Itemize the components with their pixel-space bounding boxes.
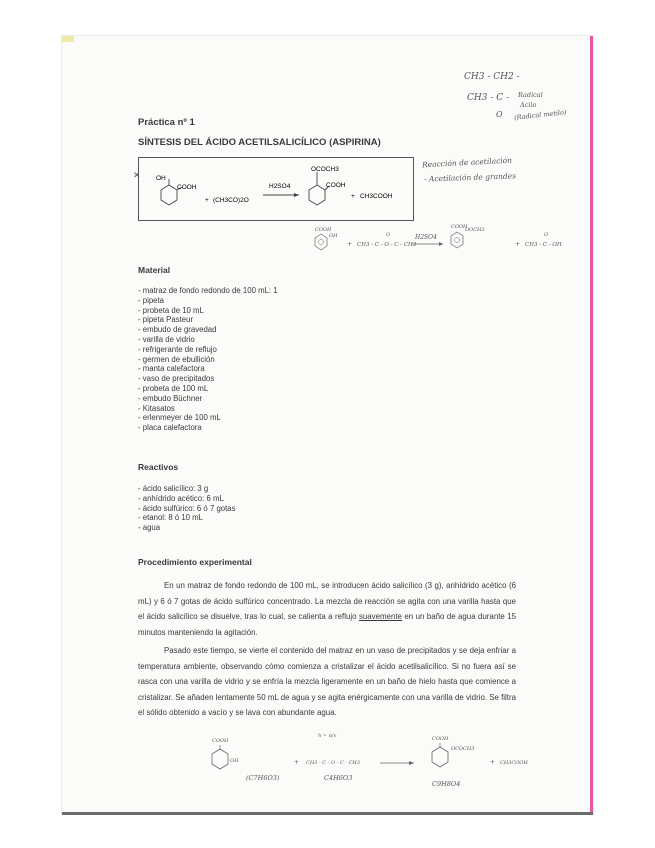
bottom-r1-oh: OH (230, 758, 239, 764)
procedure-p1-text: En un matraz de fondo redondo de 100 mL, se introducen ácido salicílico (3 g), anhídrido acético (6 mL) y 6 ó 7 gotas de ácido sulfúrico concentrado. La mezcla de reacción se agita con una varilla hasta que el ácido salicílico se disuelve, tras lo cual, se calienta a reflujo (138, 581, 516, 621)
reactivos-item: - anhídrido acético: 6 mL (138, 493, 224, 503)
margin-note-o: O (496, 110, 503, 119)
reaction-arrow-head (294, 193, 299, 197)
reactivos-item: - agua (138, 523, 161, 533)
material-item: - vaso de precipitados (138, 374, 215, 384)
procedure-paragraph-1 (138, 578, 516, 640)
material-item: - probeta de 10 mL (138, 305, 204, 315)
bottom-acetic-acid: CH3COOH (500, 760, 528, 766)
bottom-p1-ococh3: OCOCH3 (451, 746, 475, 752)
hw-acetic-acid: CH3 - C - OH (525, 242, 562, 248)
reaction-plus-1: + (205, 197, 209, 204)
margin-note-ch3c: CH3 - C - (467, 93, 510, 103)
reactivos-list (138, 484, 236, 533)
material-item: - refrigerante de reflujo (138, 344, 217, 354)
hw-plus-1: + (347, 241, 353, 248)
reaction-plus-2: + (351, 193, 355, 200)
material-item: - manta calefactora (138, 364, 205, 374)
hw-p1-cooh: COOH (451, 224, 468, 230)
procedimiento-heading: Procedimiento experimental (138, 557, 252, 567)
bottom-p1-cooh: COOH (432, 736, 449, 742)
hw-r1-oh: OH (329, 233, 338, 239)
product1-ococh3-label: OCOCH3 (311, 166, 339, 173)
reaction-equation-box (138, 157, 414, 221)
hw-plus-2: + (515, 241, 521, 248)
bottom-handwritten-reaction (200, 728, 540, 794)
page-bottom-edge (62, 812, 593, 815)
material-item: - embudo Büchner (138, 393, 203, 403)
material-item: - Kitasatos (138, 403, 175, 413)
procedure-p1-underlined: suavemente (358, 612, 402, 621)
reactivos-item: - ácido salicílico: 3 g (138, 484, 209, 493)
page-title: SÍNTESIS DEL ÁCIDO ACETILSALICÍLICO (ASPIRINA) (138, 137, 381, 148)
catalyst-label: H2SO4 (269, 183, 291, 190)
margin-note-acilo: Acilo (520, 101, 537, 109)
bottom-p1-formula: C9H8O4 (432, 780, 461, 788)
bottom-r1-cooh: COOH (212, 738, 229, 744)
product1-cooh-label: COOH (326, 182, 346, 189)
reaction-equation-drawing (139, 158, 413, 220)
box-cross-mark: ✕ (133, 171, 141, 181)
material-item: - embudo de gravedad (138, 325, 217, 335)
margin-note-radical: Radical (518, 91, 543, 99)
practice-label: Práctica nº 1 (138, 117, 195, 128)
aspirin-structure (309, 166, 346, 205)
bottom-arrow-note: h = n/v (318, 733, 337, 739)
bottom-r1-formula: (C7H6O3) (246, 774, 280, 782)
bottom-plus-1: + (294, 759, 300, 766)
hw-r1-cooh: COOH (315, 227, 332, 233)
material-item: - erlenmeyer de 100 mL (138, 413, 221, 423)
procedure-p1-end: en un baño de agua durante 15 minutos manteniendo la agitación. (138, 612, 517, 637)
material-item: - probeta de 100 mL (138, 383, 209, 393)
material-item: - pipeta Pasteur (138, 315, 194, 325)
reactivos-item: - etanol: 8 ó 10 mL (138, 513, 204, 523)
bottom-anhydride: CH3 - C - O - C - CH3 (306, 760, 360, 766)
salicylic-acid-structure (156, 175, 197, 205)
hw-anhydride-o: O (386, 232, 391, 238)
material-item: - matraz de fondo redondo de 100 mL: 1 (138, 286, 278, 295)
reactant1-cooh-label: COOH (177, 184, 197, 191)
reactant1-oh-label: OH (156, 175, 166, 182)
reaction-note-acetilacion: Reacción de acetilación (421, 155, 513, 170)
procedure-paragraph-2 (138, 643, 516, 721)
reactivos-item: - ácido sulfúrico: 6 ó 7 gotas (138, 503, 236, 513)
material-heading: Material (138, 265, 171, 275)
handwritten-reaction (305, 222, 565, 256)
margin-note-radical-metilo: (Radical metilo) (513, 108, 567, 122)
acetic-anhydride-label: (CH3CO)2O (213, 197, 249, 204)
material-item: - pipeta (138, 295, 165, 305)
bottom-plus-2: + (490, 759, 496, 766)
hw-p1-ococh3: OOCH3 (465, 227, 485, 233)
hw-catalyst: H2SO4 (415, 234, 437, 241)
acetic-acid-label: CH3COOH (360, 193, 393, 200)
margin-note-ch3ch2: CH3 - CH2 - (464, 72, 520, 82)
bottom-anhydride-formula: C4H6O3 (324, 774, 353, 782)
material-list (138, 286, 278, 433)
material-item: - germen de ebullición (138, 354, 215, 364)
reactivos-heading: Reactivos (138, 462, 179, 472)
reaction-note-grandes: - Acetilación de grandes (423, 171, 517, 184)
hw-anhydride: CH3 - C - O - C - CH3 (357, 242, 417, 248)
hw-acetic-acid-o: O (544, 232, 549, 238)
procedure-p2-text: Pasado este tiempo, se vierte el contenido del matraz en un vaso de precipitados y se deja enfriar a temperatura ambiente, observando cómo comienza a cristalizar el ácido acetilsalicílico. Si no fuera así se rasca con una varilla de vidrio y se enfría la mezcla ligeramente en un baño de hielo hasta que comience a cristalizar. Se añaden lentamente 50 mL de agua y se agita enérgicamente con una varilla de vidrio. Se filtra el sólido obtenido a vacío y se lava con abundante agua. (138, 646, 516, 717)
page-corner-mark (62, 36, 74, 42)
material-item: - varilla de vidrio (138, 334, 195, 344)
material-item: - placa calefactora (138, 423, 202, 433)
